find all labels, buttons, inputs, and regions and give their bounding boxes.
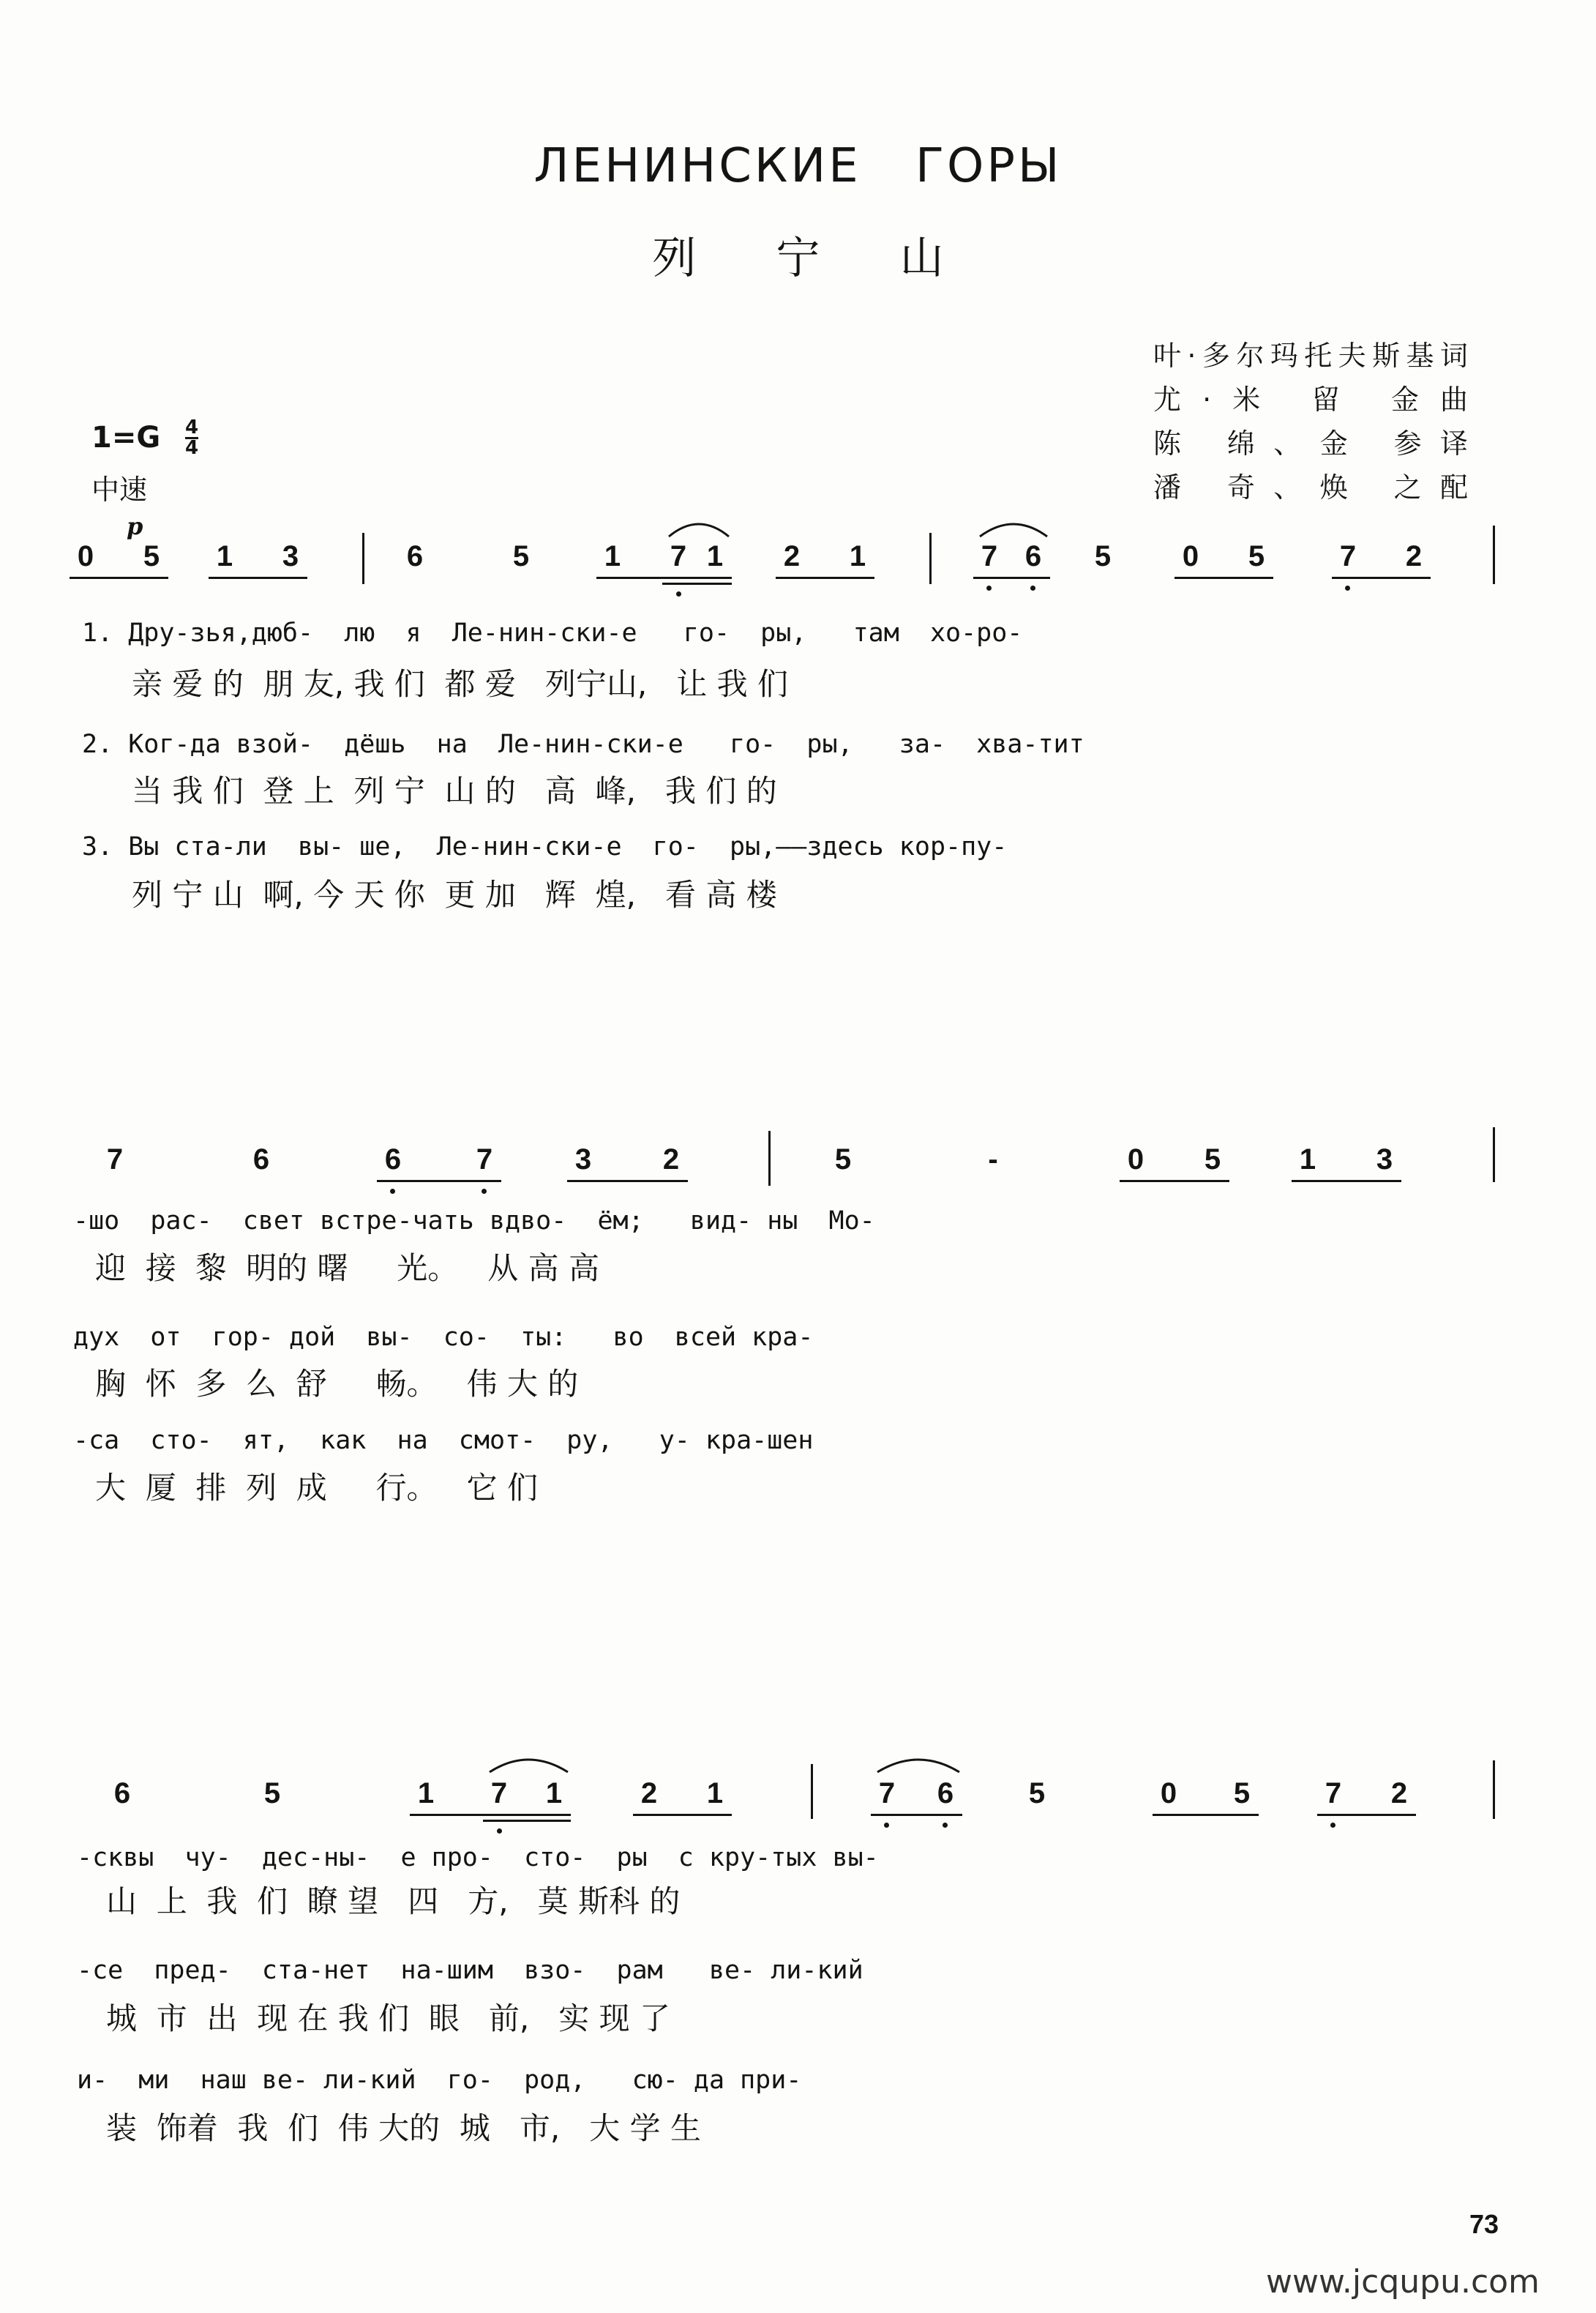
lyric-verse3-russian: и- ми наш ве- ли-кий го- род, сю- да при- <box>77 2066 802 2095</box>
note: 1 <box>849 540 866 572</box>
note: 7 <box>106 1143 124 1176</box>
note: 1 <box>706 540 724 572</box>
lower-octave-dot <box>1030 586 1035 591</box>
note: 1 <box>604 540 621 572</box>
note: 0 <box>77 540 94 572</box>
dash: - <box>988 1143 998 1176</box>
eighth-underline <box>1120 1180 1229 1182</box>
slur <box>977 516 1050 538</box>
eighth-underline <box>1153 1814 1259 1816</box>
eighth-underline <box>596 577 732 579</box>
lyric-verse1-chinese: 山 上 我 们 瞭 望 四 方, 莫 斯科 的 <box>106 1883 681 1919</box>
eighth-underline <box>70 577 168 579</box>
lyric-verse1-chinese: 迎 接 黎 明的 曙 光。 从 高 高 <box>95 1250 599 1286</box>
note: 1 <box>216 540 233 572</box>
note: 7 <box>476 1143 493 1176</box>
note: 3 <box>282 540 299 572</box>
lower-octave-dot <box>497 1828 502 1834</box>
eighth-underline <box>567 1180 688 1182</box>
lyric-verse2-chinese: 胸 怀 多 么 舒 畅。 伟 大 的 <box>95 1366 579 1402</box>
eighth-underline <box>973 577 1050 579</box>
page-number: 73 <box>1469 2209 1499 2239</box>
lyric-verse3-chinese: 大 厦 排 列 成 行。 它 们 <box>95 1470 538 1506</box>
note: 6 <box>406 540 424 572</box>
note: 5 <box>1094 540 1112 572</box>
note: 5 <box>1028 1777 1046 1809</box>
barline <box>1493 1760 1495 1819</box>
note: 0 <box>1160 1777 1177 1809</box>
note: 5 <box>512 540 530 572</box>
eighth-underline <box>377 1180 501 1182</box>
barline <box>768 1131 771 1186</box>
slur <box>487 1752 571 1774</box>
credit-arranger: 潘 奇、焕 之配 <box>1153 471 1468 504</box>
sixteenth-underline <box>483 1820 571 1822</box>
lyric-verse1-chinese: 亲 爱 的 朋 友, 我 们 都 爱 列宁山, 让 我 们 <box>132 666 789 702</box>
note: 2 <box>783 540 801 572</box>
note: 3 <box>574 1143 592 1176</box>
lower-octave-dot <box>943 1823 948 1828</box>
key-signature: 1=G <box>91 421 161 455</box>
eighth-underline <box>209 577 307 579</box>
lower-octave-dot <box>884 1823 889 1828</box>
note: 5 <box>834 1143 852 1176</box>
tempo-marking: 中速 <box>91 474 148 506</box>
song-subtitle: 列 宁 山 <box>652 233 944 284</box>
lower-octave-dot <box>390 1189 395 1194</box>
note: 5 <box>1248 540 1265 572</box>
credit-translator: 陈 绵、金 参译 <box>1153 427 1468 460</box>
lower-octave-dot <box>986 586 992 591</box>
note: 2 <box>1390 1777 1408 1809</box>
slur <box>666 516 732 538</box>
credit-composer: 尤·米 留 金曲 <box>1153 384 1468 416</box>
eighth-underline <box>1292 1180 1401 1182</box>
note: 1 <box>545 1777 563 1809</box>
barline <box>929 533 932 584</box>
lyric-verse1-russian: 1. Дру-зья,дюб- лю я Ле-нин-ски-е го- ры, там хо-ро- <box>82 619 1023 648</box>
note: 5 <box>1233 1777 1251 1809</box>
barline <box>811 1764 813 1819</box>
lyric-verse2-chinese: 城 市 出 现 在 我 们 眼 前, 实 现 了 <box>106 2000 671 2036</box>
barline <box>362 533 364 584</box>
note: 7 <box>670 540 687 572</box>
lyric-verse3-chinese: 列 宁 山 啊, 今 天 你 更 加 辉 煌, 看 高 楼 <box>132 877 777 913</box>
note: 5 <box>263 1777 281 1809</box>
barline <box>1493 526 1495 584</box>
note: 1 <box>706 1777 724 1809</box>
note: 6 <box>384 1143 402 1176</box>
note: 7 <box>878 1777 896 1809</box>
barline <box>1493 1127 1495 1182</box>
eighth-underline <box>1317 1814 1416 1816</box>
lyric-verse1-russian: -сквы чу- дес-ны- е про- сто- ры с кру-тых вы- <box>77 1843 879 1872</box>
note: 2 <box>640 1777 658 1809</box>
lower-octave-dot <box>1330 1823 1335 1828</box>
note: 2 <box>1405 540 1423 572</box>
note: 1 <box>417 1777 435 1809</box>
credit-lyricist: 叶·多尔玛托夫斯基词 <box>1153 340 1468 372</box>
note: 7 <box>490 1777 508 1809</box>
lower-octave-dot <box>1345 586 1350 591</box>
lyric-verse3-russian: -са сто- ят, как на смот- ру, у- кра-шен <box>73 1426 814 1455</box>
song-title: ЛЕНИНСКИЕ ГОРЫ <box>533 139 1063 193</box>
eighth-underline <box>1174 577 1273 579</box>
lyric-verse2-russian: дух от гор- дой вы- со- ты: во всей кра- <box>73 1323 814 1352</box>
watermark: www.jcqupu.com <box>1266 2263 1540 2301</box>
lower-octave-dot <box>676 591 681 597</box>
note: 5 <box>143 540 160 572</box>
note: 7 <box>981 540 998 572</box>
note: 0 <box>1182 540 1199 572</box>
note: 3 <box>1376 1143 1393 1176</box>
note: 2 <box>662 1143 680 1176</box>
note: 6 <box>937 1777 954 1809</box>
lyric-verse2-russian: 2. Ког-да взой- дёшь на Ле-нин-ски-е го- ры, за- хва-тит <box>82 730 1084 759</box>
note: 5 <box>1204 1143 1221 1176</box>
time-signature: $\frac{4}{4}$ <box>185 416 199 459</box>
lyric-verse3-russian: 3. Вы ста-ли вы- ше, Ле-нин-ски-е го- ры,——здесь кор-пу- <box>82 832 1008 862</box>
note: 6 <box>113 1777 131 1809</box>
lyric-verse2-russian: -се пред- ста-нет на-шим взо- рам ве- ли-кий <box>77 1956 863 1985</box>
note: 7 <box>1325 1777 1342 1809</box>
lyric-verse1-russian: -шо рас- свет встре-чать вдво- ём; вид- ны Мо- <box>73 1206 875 1236</box>
note: 6 <box>252 1143 270 1176</box>
eighth-underline <box>776 577 874 579</box>
lyric-verse2-chinese: 当 我 们 登 上 列 宁 山 的 高 峰, 我 们 的 <box>132 773 777 809</box>
note: 6 <box>1024 540 1042 572</box>
eighth-underline <box>1332 577 1431 579</box>
eighth-underline <box>633 1814 732 1816</box>
lyric-verse3-chinese: 装 饰着 我 们 伟 大的 城 市, 大 学 生 <box>106 2110 702 2146</box>
eighth-underline <box>410 1814 571 1816</box>
sixteenth-underline <box>662 583 732 585</box>
eighth-underline <box>871 1814 962 1816</box>
lower-octave-dot <box>482 1189 487 1194</box>
dynamic-marking: p <box>127 512 143 540</box>
slur <box>874 1752 962 1774</box>
note: 0 <box>1127 1143 1144 1176</box>
note: 7 <box>1339 540 1357 572</box>
note: 1 <box>1299 1143 1316 1176</box>
